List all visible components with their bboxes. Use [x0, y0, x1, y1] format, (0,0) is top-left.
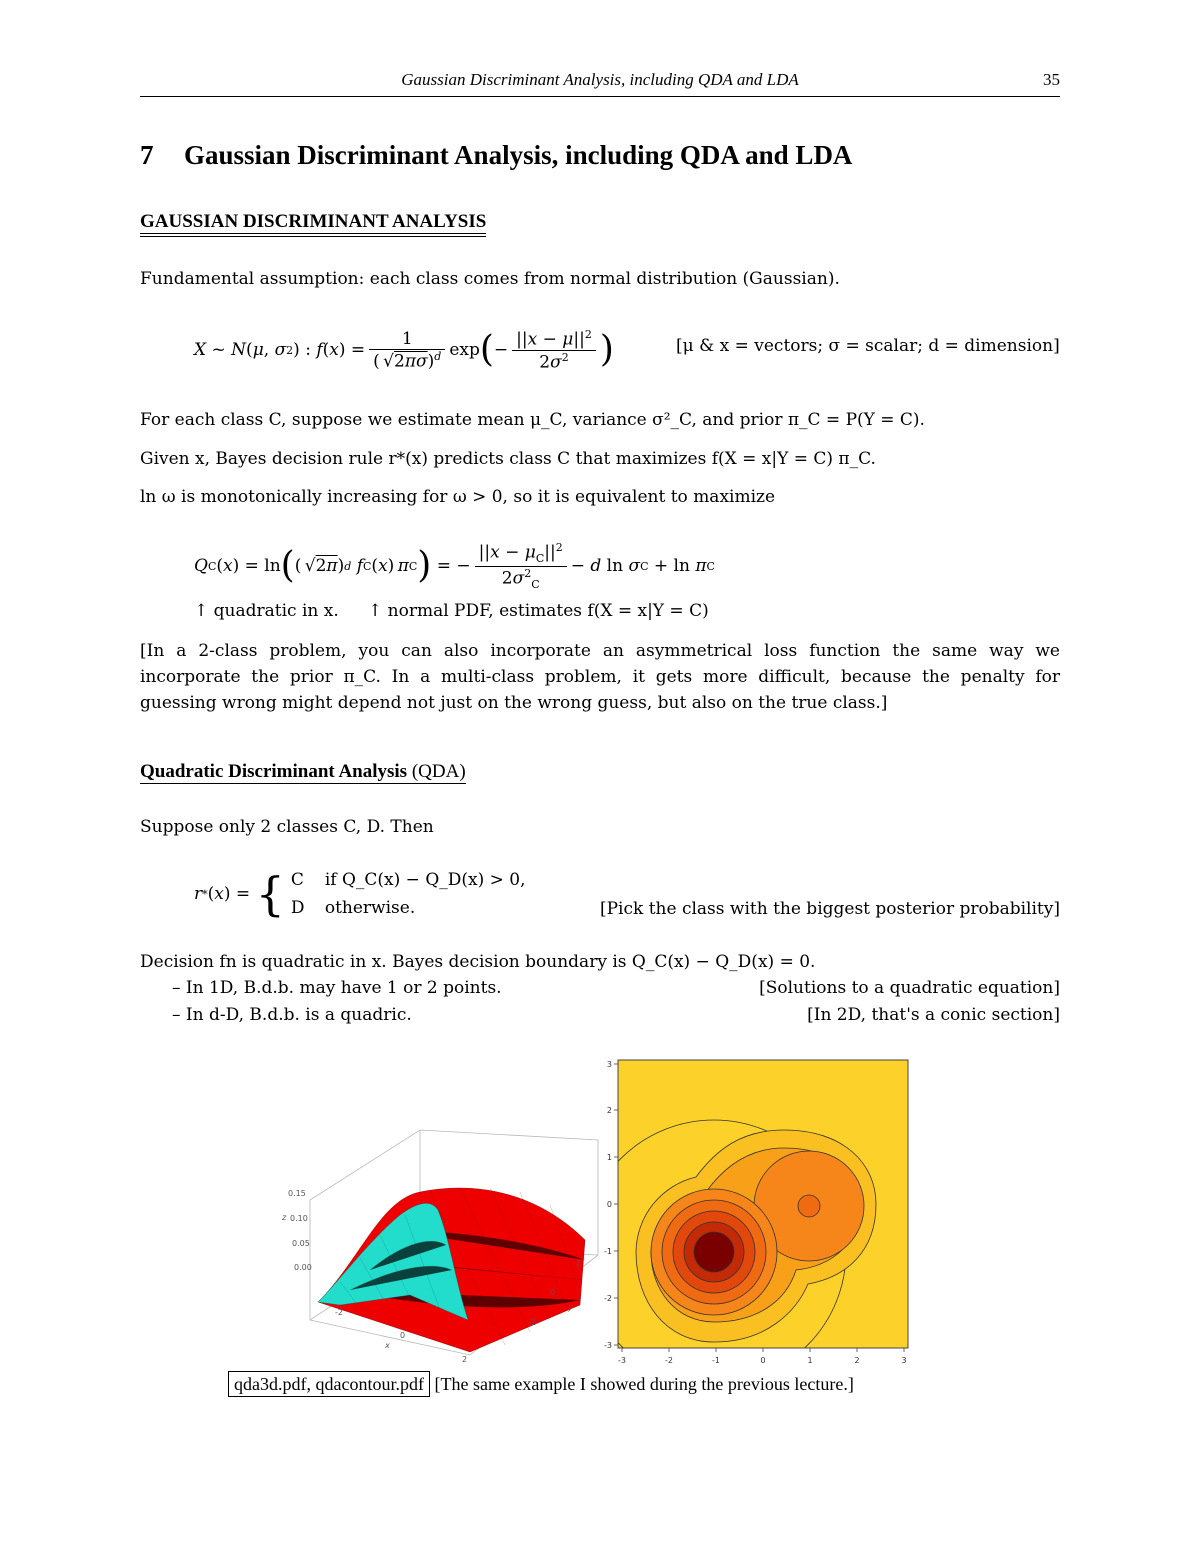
qc-equation: Q C ( x ) = ln ( ( √ 2π ) d f C ( x ) π C ) = − $\frac{||x - \mu_C||^2}{2\sigma^2_C}$ − d ln σ C + ln π C — [194, 541, 715, 591]
surface-y-tick: 0 — [550, 1288, 556, 1297]
running-header — [140, 68, 1060, 97]
contour-x-tick: 1 — [807, 1356, 813, 1365]
bayes-rule-text: Given x, Bayes decision rule r*(x) predicts class C that maximizes f(X = x|Y = C) π_C. — [140, 449, 876, 469]
surface-y-tick: 2 — [576, 1259, 582, 1268]
contour-x-tick: 2 — [854, 1356, 860, 1365]
contour-y-tick: -1 — [604, 1247, 612, 1256]
contour-x-tick: -1 — [712, 1356, 720, 1365]
contour-y-tick: -2 — [604, 1294, 612, 1303]
qda-3d-surface-plot — [280, 1120, 600, 1370]
estimate-text: For each class C, suppose we estimate mean μ_C, variance σ²_C, and prior π_C = P(Y = C). — [140, 410, 925, 430]
pick-class-note: [Pick the class with the biggest posterior probability] — [599, 899, 1060, 919]
decision-fn-text: Decision fn is quadratic in x. Bayes decision boundary is Q_C(x) − Q_D(x) = 0. — [140, 952, 816, 972]
figure-caption — [228, 1374, 854, 1395]
assumption-text: Fundamental assumption: each class comes from normal distribution (Gaussian). — [140, 269, 840, 289]
bullet-dd — [172, 1002, 1060, 1028]
contour-y-tick: 0 — [606, 1200, 612, 1209]
surface-z-tick: 0.10 — [290, 1214, 308, 1223]
contour-x-tick: 0 — [760, 1356, 766, 1365]
qda-heading-text: Quadratic Discriminant Analysis — [140, 761, 408, 782]
surface-z-tick: 0.05 — [292, 1239, 310, 1248]
case-c-label: C — [290, 870, 304, 890]
contour-x-tick: -2 — [665, 1356, 673, 1365]
bullet-dd-note: [In 2D, that's a conic section] — [807, 1005, 1060, 1025]
chapter-title-text: Gaussian Discriminant Analysis, including QDA and LDA — [184, 140, 853, 170]
page-number: 35 — [1043, 70, 1060, 89]
note-normal-pdf: ↑ normal PDF, estimates f(X = x|Y = C) — [368, 601, 709, 621]
contour-y-tick: -3 — [604, 1341, 612, 1350]
case-c-condition: if Q_C(x) − Q_D(x) > 0, — [324, 870, 526, 890]
figure-caption-text: [The same example I showed during the previous lecture.] — [434, 1374, 854, 1394]
surface-x-tick: 0 — [400, 1331, 406, 1340]
qda-contour-plot — [596, 1052, 916, 1368]
contour-y-tick: 3 — [606, 1060, 612, 1069]
surface-x-tick: 2 — [462, 1355, 468, 1364]
gaussian-pdf-equation: X ~ N ( μ , σ 2 ) : f ( x ) = $\frac{1}{( √2\pi\sigma)^d}$ exp ( − $\frac{||x - \mu||^2}{2\sigma^2}$ ) — [194, 327, 614, 373]
figure-filenames: qda3d.pdf, qdacontour.pdf — [228, 1371, 430, 1397]
contour-y-tick: 2 — [606, 1106, 612, 1115]
contour-y-tick: 1 — [606, 1153, 612, 1162]
suppose-text: Suppose only 2 classes C, D. Then — [140, 817, 434, 837]
note-quadratic: ↑ quadratic in x. — [194, 601, 339, 621]
section-heading-qda — [140, 761, 466, 783]
surface-x-label: x — [385, 1341, 390, 1350]
contour-x-tick: -3 — [618, 1356, 626, 1365]
equation-note: [μ & x = vectors; σ = scalar; d = dimension] — [676, 336, 1060, 356]
loss-function-paragraph: [In a 2-class problem, you can also incorporate an asymmetrical loss function the same way we incorporate the prior π_C. In a multi-class problem, it gets more difficult, because the penalty for guessing wrong might depend not just on the wrong guess, but also on the true class.] — [140, 641, 1060, 713]
decision-rule-equation: r * ( x ) = { C if Q_C(x) − Q_D(x) > 0, D otherwise. — [194, 867, 526, 921]
running-title: Gaussian Discriminant Analysis, including QDA and LDA — [401, 70, 799, 89]
surface-z-tick: 0.00 — [294, 1263, 312, 1272]
bullet-dd-text: – In d-D, B.d.b. is a quadric. — [172, 1005, 412, 1025]
surface-y-label: y — [568, 1303, 573, 1312]
bullet-1d-text: – In 1D, B.d.b. may have 1 or 2 points. — [172, 978, 502, 998]
qda-heading-abbrev: (QDA) — [407, 761, 466, 782]
contour-x-tick: 3 — [901, 1356, 907, 1365]
surface-x-tick: -2 — [335, 1308, 343, 1317]
case-d-condition: otherwise. — [324, 898, 416, 918]
chapter-number: 7 — [140, 140, 154, 170]
surface-z-tick: 0.15 — [288, 1189, 306, 1198]
bullet-1d — [172, 975, 1060, 1001]
case-d-label: D — [290, 898, 305, 918]
chapter-title — [140, 140, 852, 171]
surface-y-tick: -2 — [528, 1318, 536, 1327]
ln-text: ln ω is monotonically increasing for ω > 0, so it is equivalent to maximize — [140, 487, 776, 507]
section-heading-gda-text: GAUSSIAN DISCRIMINANT ANALYSIS — [140, 211, 486, 237]
bullet-1d-note: [Solutions to a quadratic equation] — [759, 978, 1060, 998]
section-heading-gda — [140, 211, 486, 233]
surface-z-label: z — [282, 1213, 287, 1222]
